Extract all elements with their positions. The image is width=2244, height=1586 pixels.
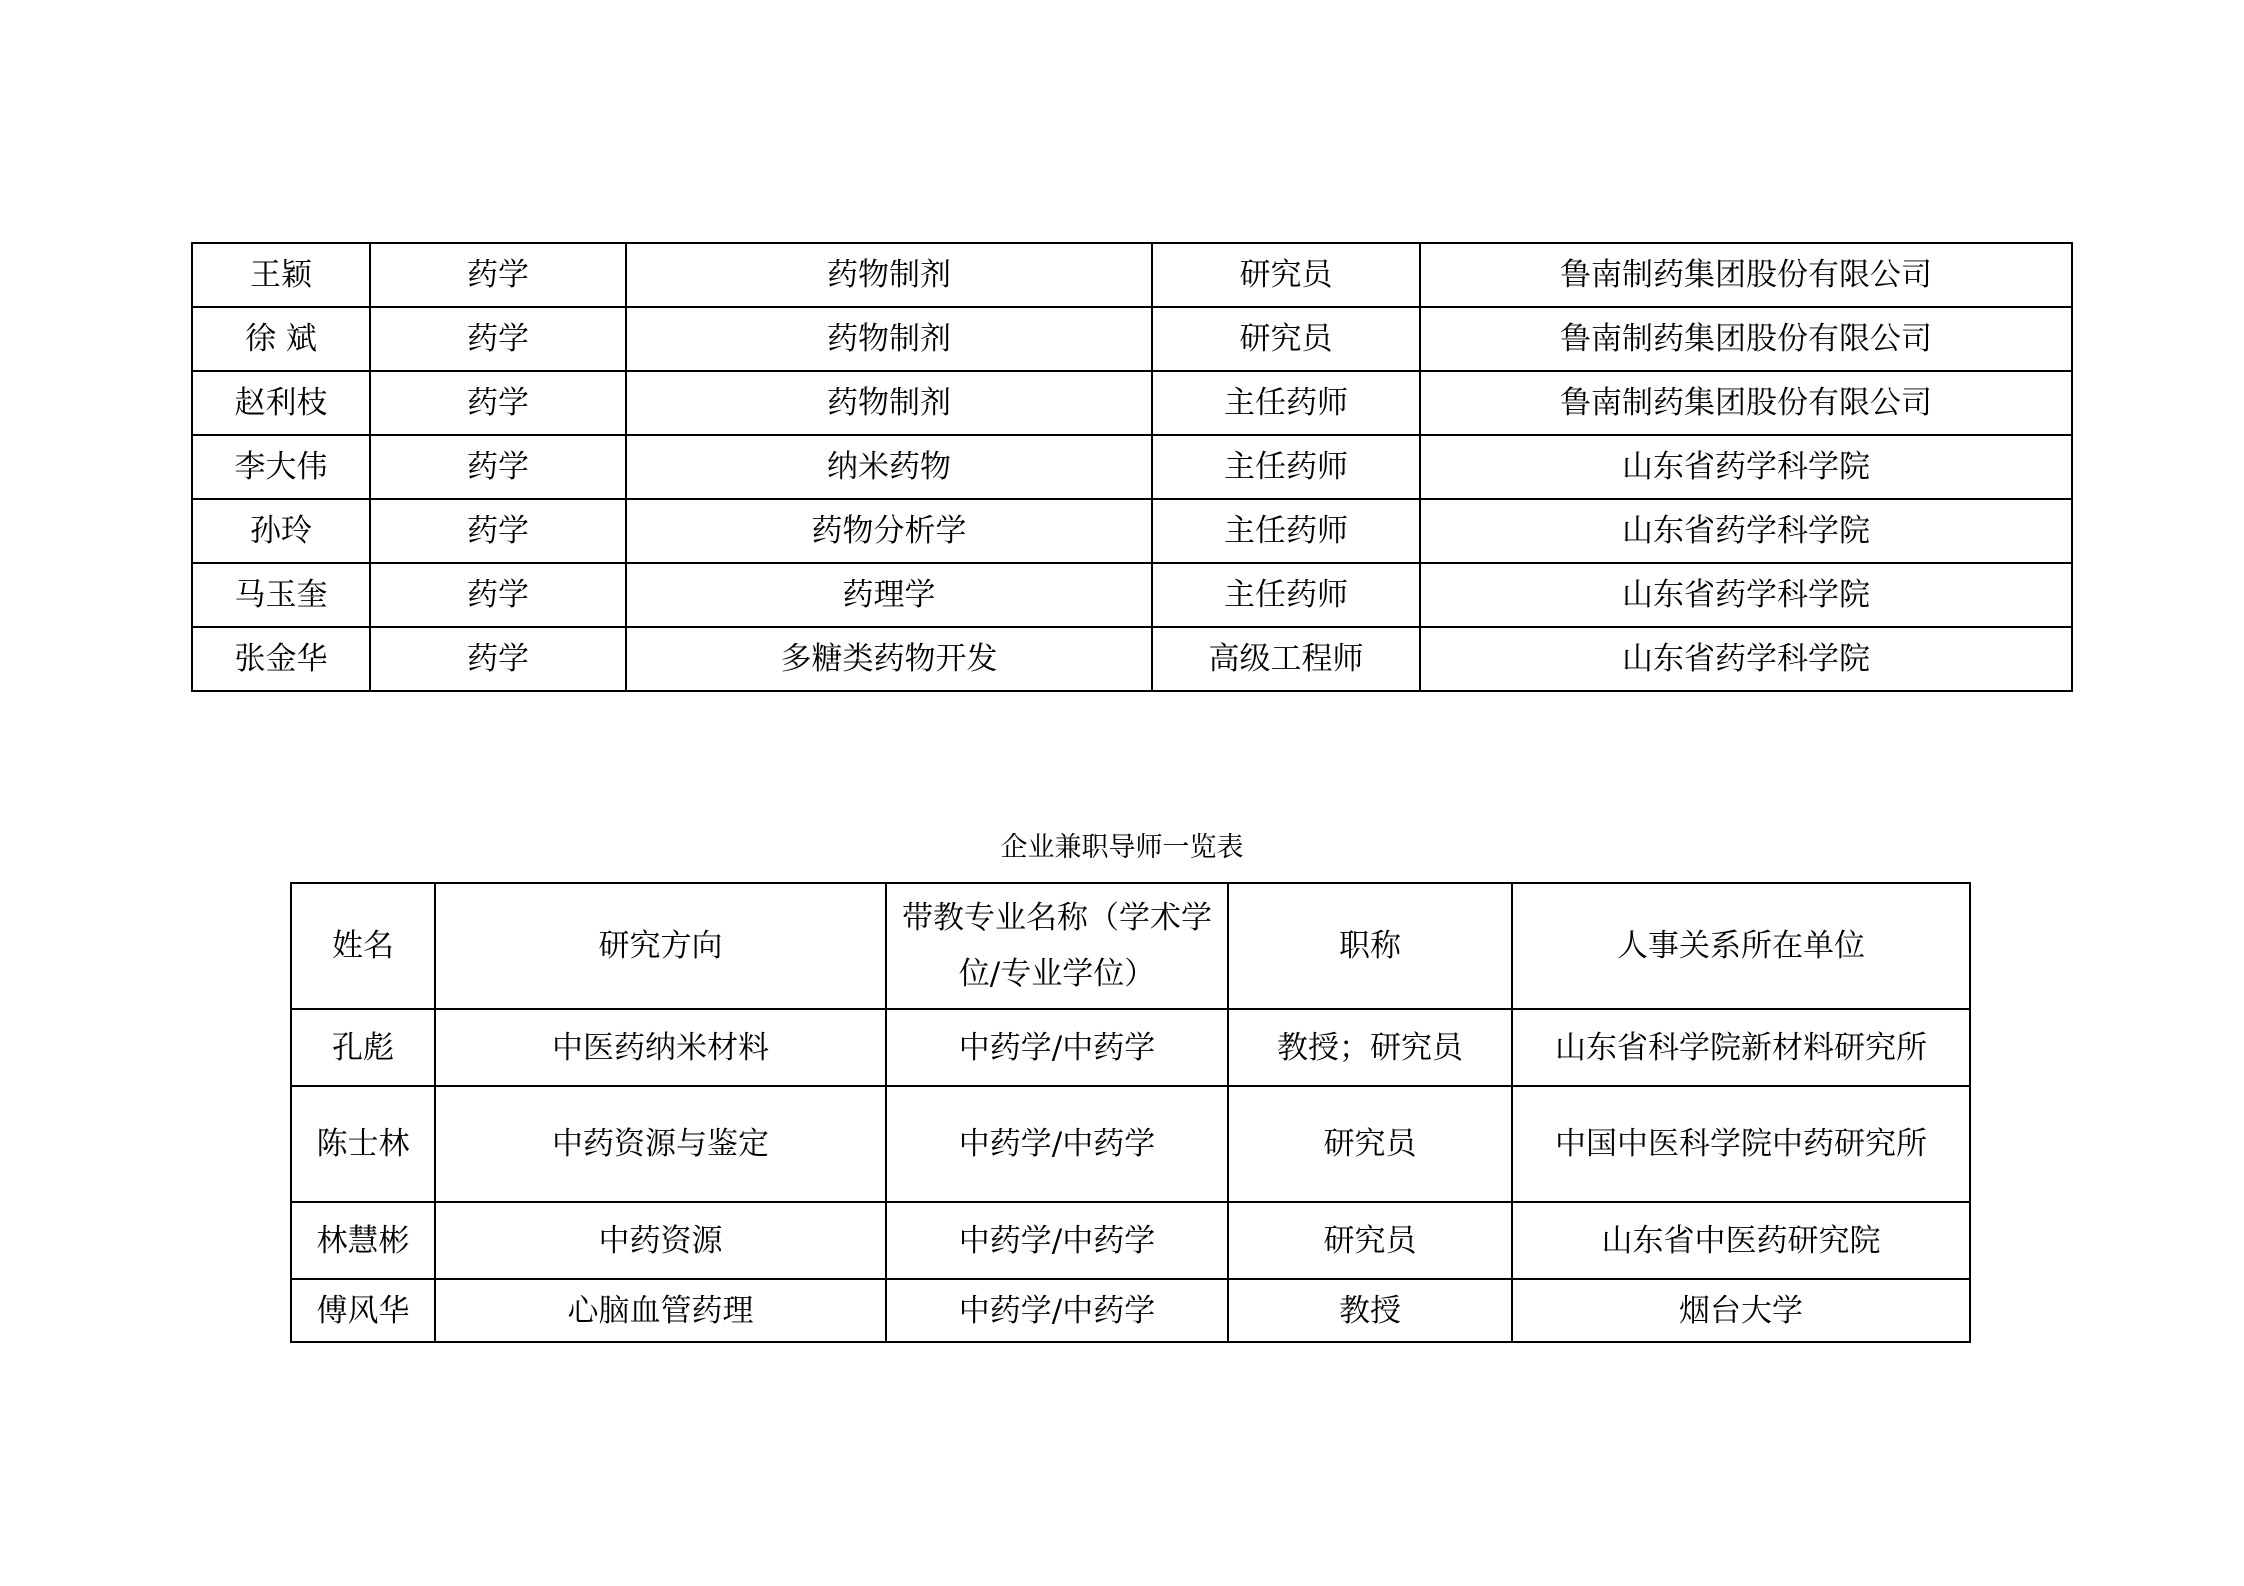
table-row xyxy=(291,1202,1970,1279)
header-program: 带教专业名称（学术学位/专业学位） xyxy=(886,883,1228,1009)
name-cell: 林慧彬 xyxy=(291,1202,435,1279)
research-direction-cell: 药物制剂 xyxy=(626,307,1152,371)
program-cell: 中药学/中药学 xyxy=(886,1009,1228,1086)
employer-cell: 山东省中医药研究院 xyxy=(1512,1202,1970,1279)
name-cell: 王颖 xyxy=(192,243,370,307)
advisor-table-continued xyxy=(191,242,2073,692)
table-row xyxy=(192,307,2072,371)
name-cell: 张金华 xyxy=(192,627,370,691)
discipline-cell: 药学 xyxy=(370,435,626,499)
header-employer: 人事关系所在单位 xyxy=(1512,883,1970,1009)
table-row xyxy=(192,371,2072,435)
table-row xyxy=(291,1086,1970,1202)
title-cell: 研究员 xyxy=(1228,1202,1512,1279)
table-row xyxy=(192,563,2072,627)
employer-cell: 烟台大学 xyxy=(1512,1279,1970,1342)
title-cell: 教授 xyxy=(1228,1279,1512,1342)
employer-cell: 中国中医科学院中药研究所 xyxy=(1512,1086,1970,1202)
table-row xyxy=(192,499,2072,563)
employer-cell: 山东省药学科学院 xyxy=(1420,563,2072,627)
name-cell: 赵利枝 xyxy=(192,371,370,435)
research-direction-cell: 心脑血管药理 xyxy=(435,1279,886,1342)
discipline-cell: 药学 xyxy=(370,563,626,627)
research-direction-cell: 多糖类药物开发 xyxy=(626,627,1152,691)
program-cell: 中药学/中药学 xyxy=(886,1086,1228,1202)
name-cell: 孔彪 xyxy=(291,1009,435,1086)
name-cell: 徐 斌 xyxy=(192,307,370,371)
title-cell: 高级工程师 xyxy=(1152,627,1420,691)
name-cell: 陈士林 xyxy=(291,1086,435,1202)
name-cell: 李大伟 xyxy=(192,435,370,499)
program-cell: 中药学/中药学 xyxy=(886,1202,1228,1279)
name-cell: 傅风华 xyxy=(291,1279,435,1342)
employer-cell: 山东省科学院新材料研究所 xyxy=(1512,1009,1970,1086)
title-cell: 研究员 xyxy=(1152,307,1420,371)
research-direction-cell: 中药资源与鉴定 xyxy=(435,1086,886,1202)
program-cell: 中药学/中药学 xyxy=(886,1279,1228,1342)
title-cell: 教授；研究员 xyxy=(1228,1009,1512,1086)
table-header-row xyxy=(291,883,1970,1009)
research-direction-cell: 中药资源 xyxy=(435,1202,886,1279)
title-cell: 研究员 xyxy=(1152,243,1420,307)
name-cell: 马玉奎 xyxy=(192,563,370,627)
discipline-cell: 药学 xyxy=(370,307,626,371)
table-row xyxy=(291,1009,1970,1086)
research-direction-cell: 药理学 xyxy=(626,563,1152,627)
title-cell: 研究员 xyxy=(1228,1086,1512,1202)
table-row xyxy=(192,627,2072,691)
header-research-direction: 研究方向 xyxy=(435,883,886,1009)
employer-cell: 山东省药学科学院 xyxy=(1420,499,2072,563)
discipline-cell: 药学 xyxy=(370,371,626,435)
employer-cell: 鲁南制药集团股份有限公司 xyxy=(1420,371,2072,435)
title-cell: 主任药师 xyxy=(1152,499,1420,563)
research-direction-cell: 药物分析学 xyxy=(626,499,1152,563)
research-direction-cell: 药物制剂 xyxy=(626,243,1152,307)
employer-cell: 山东省药学科学院 xyxy=(1420,435,2072,499)
header-name: 姓名 xyxy=(291,883,435,1009)
employer-cell: 鲁南制药集团股份有限公司 xyxy=(1420,307,2072,371)
title-cell: 主任药师 xyxy=(1152,371,1420,435)
discipline-cell: 药学 xyxy=(370,499,626,563)
title-cell: 主任药师 xyxy=(1152,435,1420,499)
header-title: 职称 xyxy=(1228,883,1512,1009)
table-row xyxy=(192,243,2072,307)
name-cell: 孙玲 xyxy=(192,499,370,563)
table-row xyxy=(291,1279,1970,1342)
employer-cell: 山东省药学科学院 xyxy=(1420,627,2072,691)
discipline-cell: 药学 xyxy=(370,243,626,307)
table-caption: 企业兼职导师一览表 xyxy=(1000,832,1244,863)
enterprise-advisor-table xyxy=(290,882,1971,1343)
title-cell: 主任药师 xyxy=(1152,563,1420,627)
research-direction-cell: 药物制剂 xyxy=(626,371,1152,435)
research-direction-cell: 纳米药物 xyxy=(626,435,1152,499)
table-row xyxy=(192,435,2072,499)
employer-cell: 鲁南制药集团股份有限公司 xyxy=(1420,243,2072,307)
research-direction-cell: 中医药纳米材料 xyxy=(435,1009,886,1086)
discipline-cell: 药学 xyxy=(370,627,626,691)
